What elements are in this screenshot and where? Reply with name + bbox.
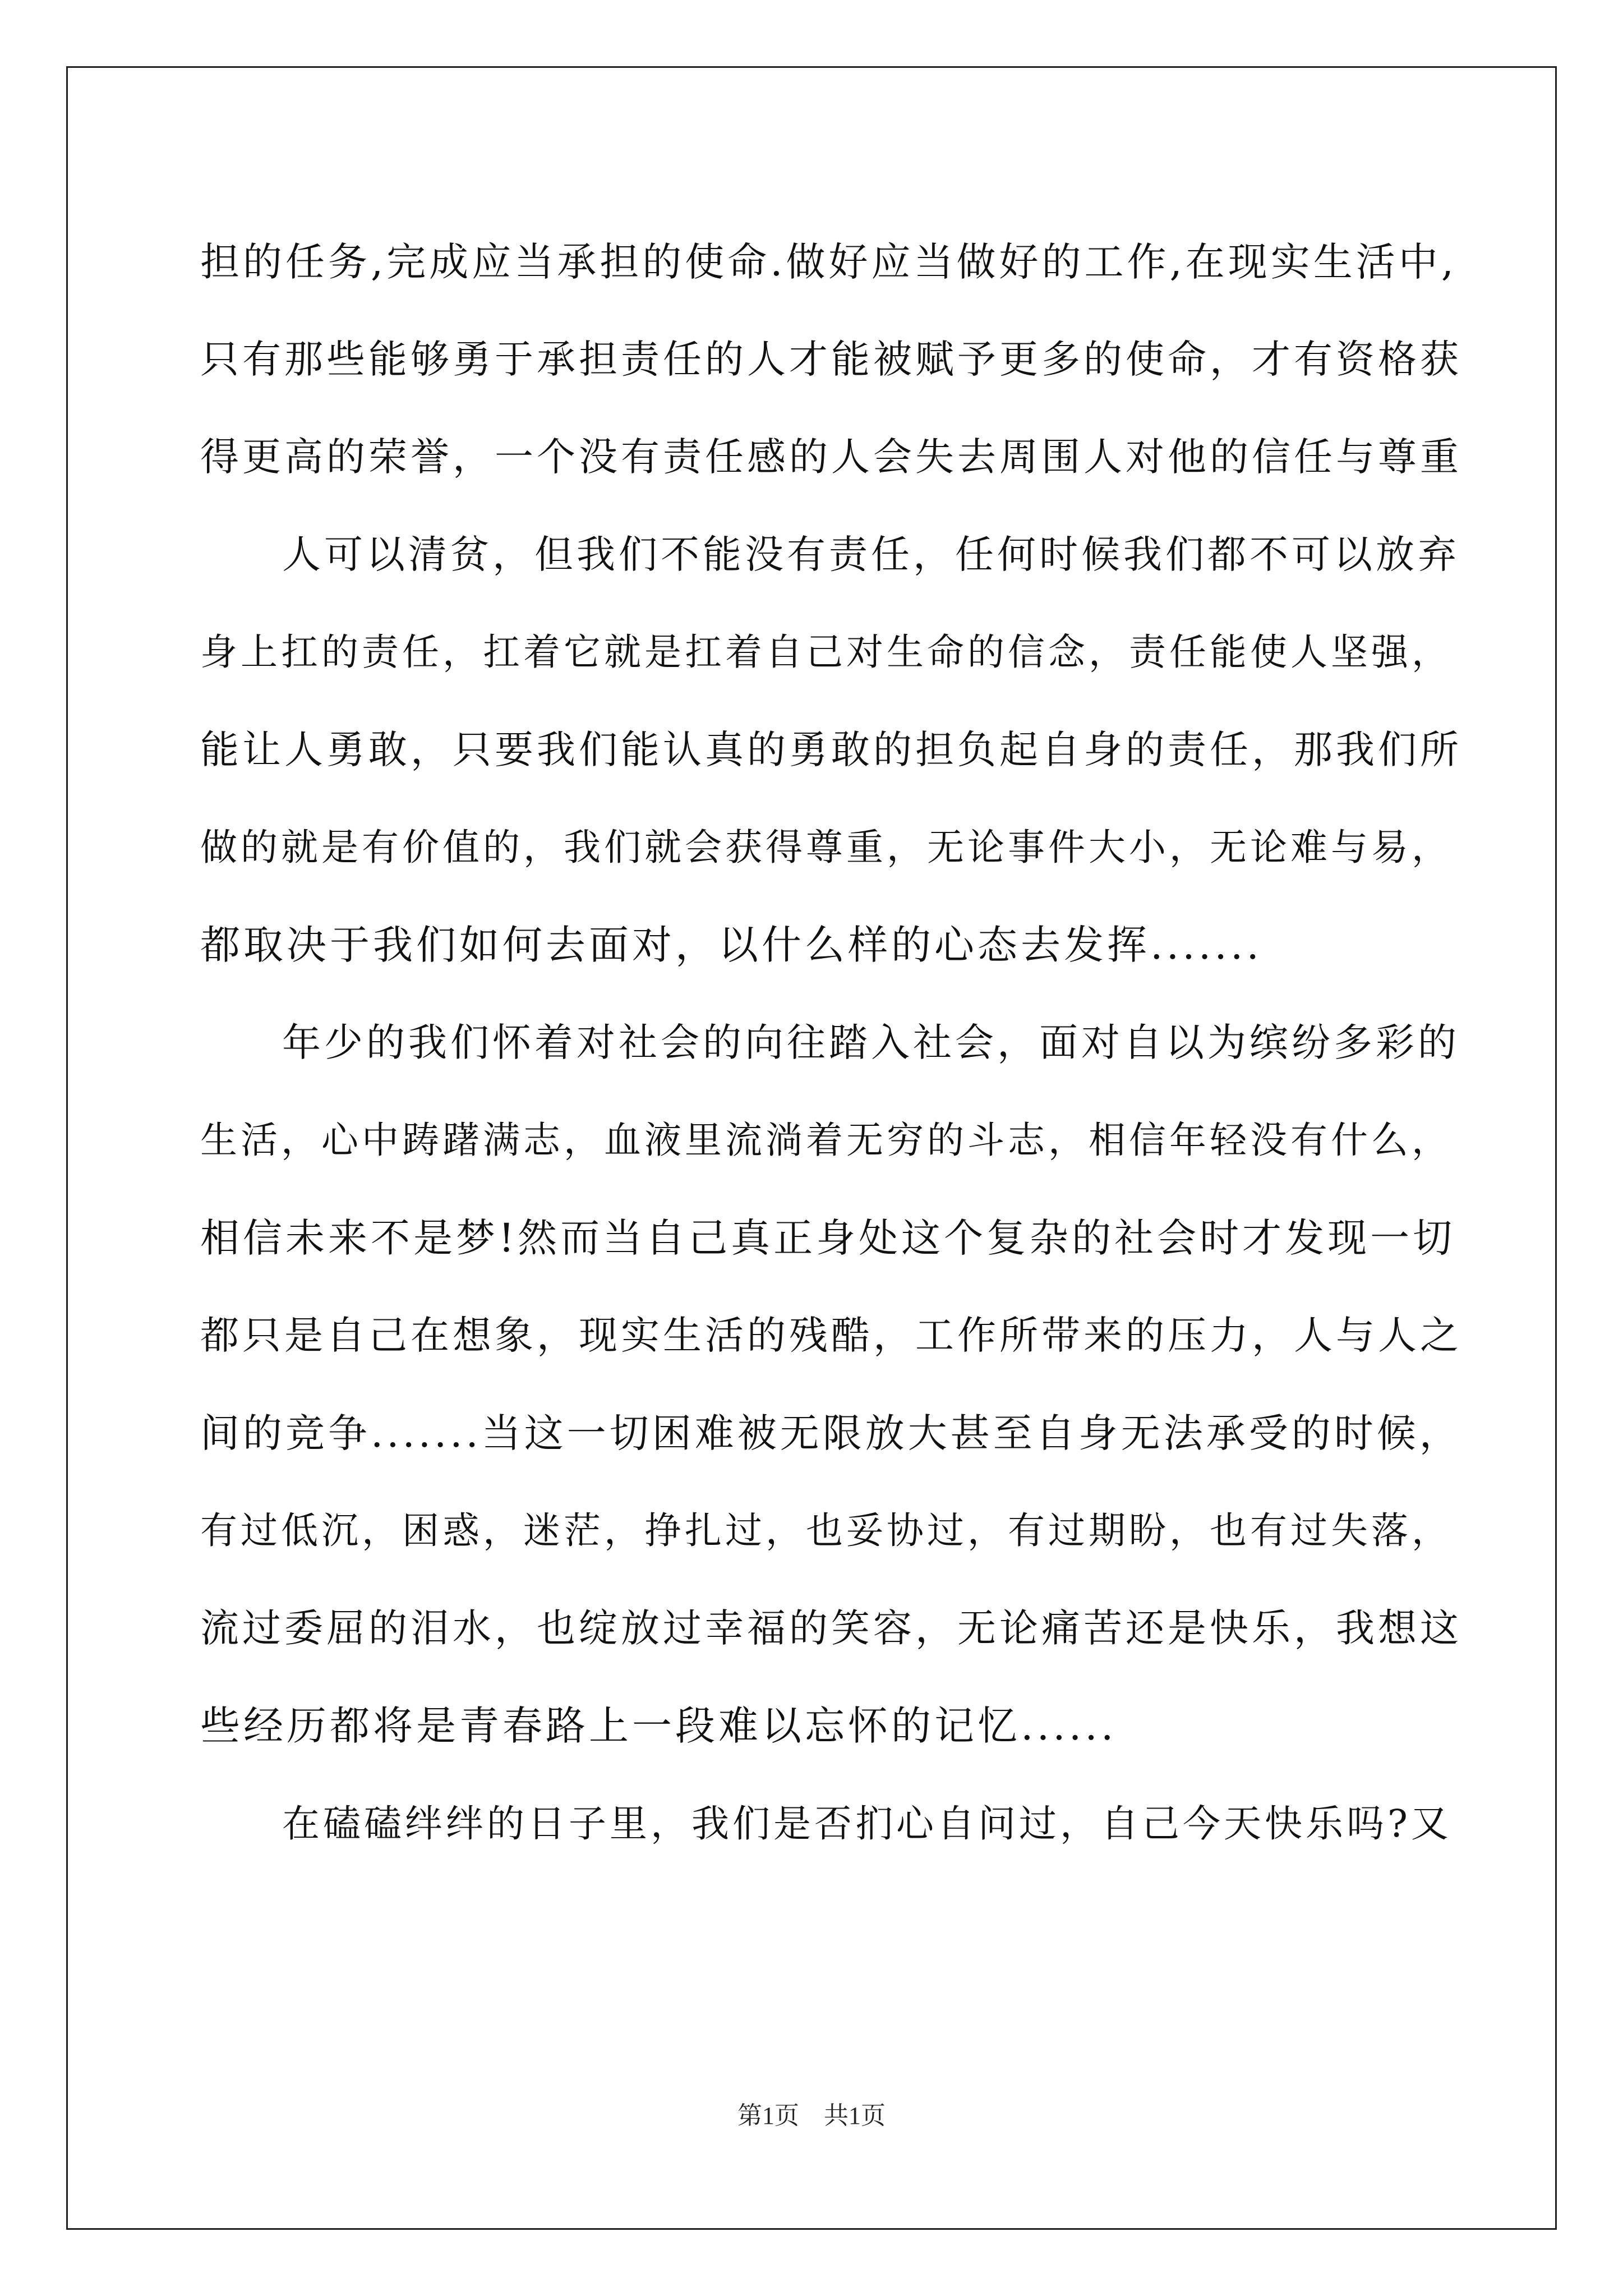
text-line: 在磕磕绊绊的日子里，我们是否扪心自问过，自己今天快乐吗?又	[282, 1802, 1452, 1846]
document-body	[200, 213, 1462, 1872]
text-line: 得更高的荣誉，一个没有责任感的人会失去周围人对他的信任与尊重	[200, 435, 1462, 480]
page-number: 第1页 共1页	[737, 2102, 886, 2129]
text-line: 有过低沉，困惑，迷茫，挣扎过，也妥协过，有过期盼，也有过失落，	[200, 1509, 1452, 1552]
text-line: 人可以清贫，但我们不能没有责任，任何时候我们都不可以放弃	[282, 532, 1460, 577]
text-line: 年少的我们怀着对社会的向往踏入社会，面对自以为缤纷多彩的	[282, 1020, 1460, 1065]
text-line: 身上扛的责任，扛着它就是扛着自己对生命的信念，责任能使人坚强，	[200, 631, 1452, 674]
text-line: 流过委屈的泪水，也绽放过幸福的笑容，无论痛苦还是快乐，我想这	[200, 1606, 1462, 1651]
text-line: 都取决于我们如何去面对，以什么样的心态去发挥.......	[200, 922, 1262, 968]
text-line: 做的就是有价值的，我们就会获得尊重，无论事件大小，无论难与易，	[200, 826, 1452, 869]
text-line: 只有那些能够勇于承担责任的人才能被赋予更多的使命，才有资格获	[200, 337, 1462, 382]
text-line: 都只是自己在想象，现实生活的残酷，工作所带来的压力，人与人之	[200, 1313, 1462, 1358]
text-line: 能让人勇敢，只要我们能认真的勇敢的担负起自身的责任，那我们所	[200, 728, 1462, 772]
text-line: 相信未来不是梦!然而当自己真正身处这个复杂的社会时才发现一切	[200, 1215, 1456, 1261]
text-line: 担的任务,完成应当承担的使命.做好应当做好的工作,在现实生活中,	[200, 239, 1458, 285]
text-line: 些经历都将是青春路上一段难以忘怀的记忆......	[200, 1703, 1117, 1749]
text-line: 间的竞争.......当这一切困难被无限放大甚至自身无法承受的时候，	[200, 1410, 1462, 1456]
text-line: 生活，心中踌躇满志，血液里流淌着无穷的斗志，相信年轻没有什么，	[200, 1119, 1452, 1162]
